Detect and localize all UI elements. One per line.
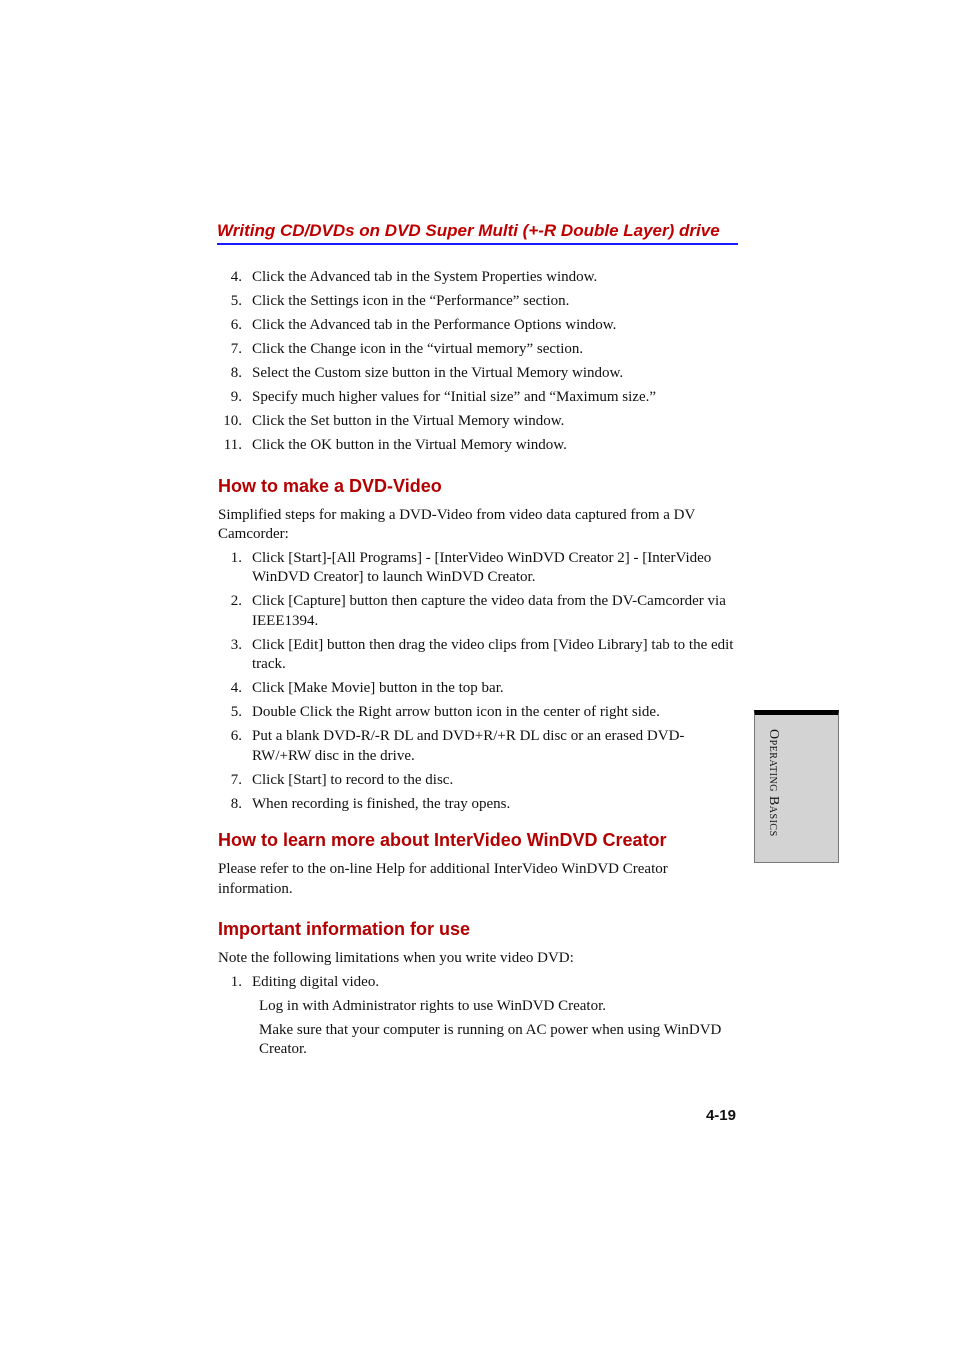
section-important-info <box>218 918 738 1060</box>
list-item: 4. Click [Make Movie] button in the top bar. <box>230 680 504 696</box>
page-number: 4-19 <box>705 1107 736 1124</box>
list-item: 7. Click the Change icon in the “virtual memory” section. <box>230 341 584 357</box>
chapter-side-tab-label: Operating Basics <box>766 729 781 837</box>
page-content <box>218 268 738 1064</box>
list-item: 6. Click the Advanced tab in the Performance Options window. <box>230 317 617 333</box>
list-item: 4. Click the Advanced tab in the System Properties window. <box>230 269 598 285</box>
list-item: 6. Put a blank DVD-R/-R DL and DVD+R/+R DL disc or an erased DVD-RW/+RW disc in the drive. <box>230 728 685 764</box>
list-item: 8. When recording is finished, the tray opens. <box>230 795 511 812</box>
list-item: 2. Click [Capture] button then capture the video data from the DV-Camcorder via IEEE1394. <box>230 593 726 629</box>
important-list <box>218 973 738 993</box>
section-heading-important: Important information for use <box>218 919 470 939</box>
dvd-steps-list <box>218 549 738 815</box>
running-header: Writing CD/DVDs on DVD Super Multi (+-R Double Layer) drive <box>217 221 738 245</box>
list-item: 10. Click the Set button in the Virtual Memory window. <box>223 413 565 429</box>
sub-paragraph: Make sure that your computer is running on AC power when using WinDVD Creator. <box>259 1021 722 1057</box>
section-learn-more <box>218 829 738 899</box>
list-item: 3. Click [Edit] button then drag the video clips from [Video Library] tab to the edit track. <box>230 636 734 672</box>
list-item: 1. Click [Start]-[All Programs] - [InterVideo WinDVD Creator 2] - [InterVideo WinDVD Creator] to launch WinDVD Creator. <box>230 549 712 585</box>
section-dvd-video <box>218 475 738 815</box>
section-heading-learn-more: How to learn more about InterVideo WinDVD Creator <box>218 830 667 850</box>
list-item: 1. Editing digital video. <box>230 973 380 990</box>
list-item: 11. Click the OK button in the Virtual Memory window. <box>223 437 567 453</box>
section-heading-dvd-video: How to make a DVD-Video <box>218 475 442 496</box>
steps-top-list <box>218 268 738 456</box>
list-item: 5. Click the Settings icon in the “Performance” section. <box>230 293 570 309</box>
list-item: 9. Specify much higher values for “Initial size” and “Maximum size.” <box>230 389 657 405</box>
list-item: 5. Double Click the Right arrow button icon in the center of right side. <box>230 704 660 720</box>
list-item: 7. Click [Start] to record to the disc. <box>230 771 454 788</box>
list-item: 8. Select the Custom size button in the Virtual Memory window. <box>230 365 624 381</box>
section-intro: Note the following limitations when you write video DVD: <box>218 950 574 966</box>
chapter-side-tab <box>754 710 839 863</box>
sub-paragraph: Log in with Administrator rights to use WinDVD Creator. <box>259 997 607 1014</box>
section-text: Please refer to the on-line Help for additional InterVideo WinDVD Creator information. <box>218 861 668 897</box>
section-intro: Simplified steps for making a DVD-Video from video data captured from a DV Camcorder: <box>218 506 696 542</box>
